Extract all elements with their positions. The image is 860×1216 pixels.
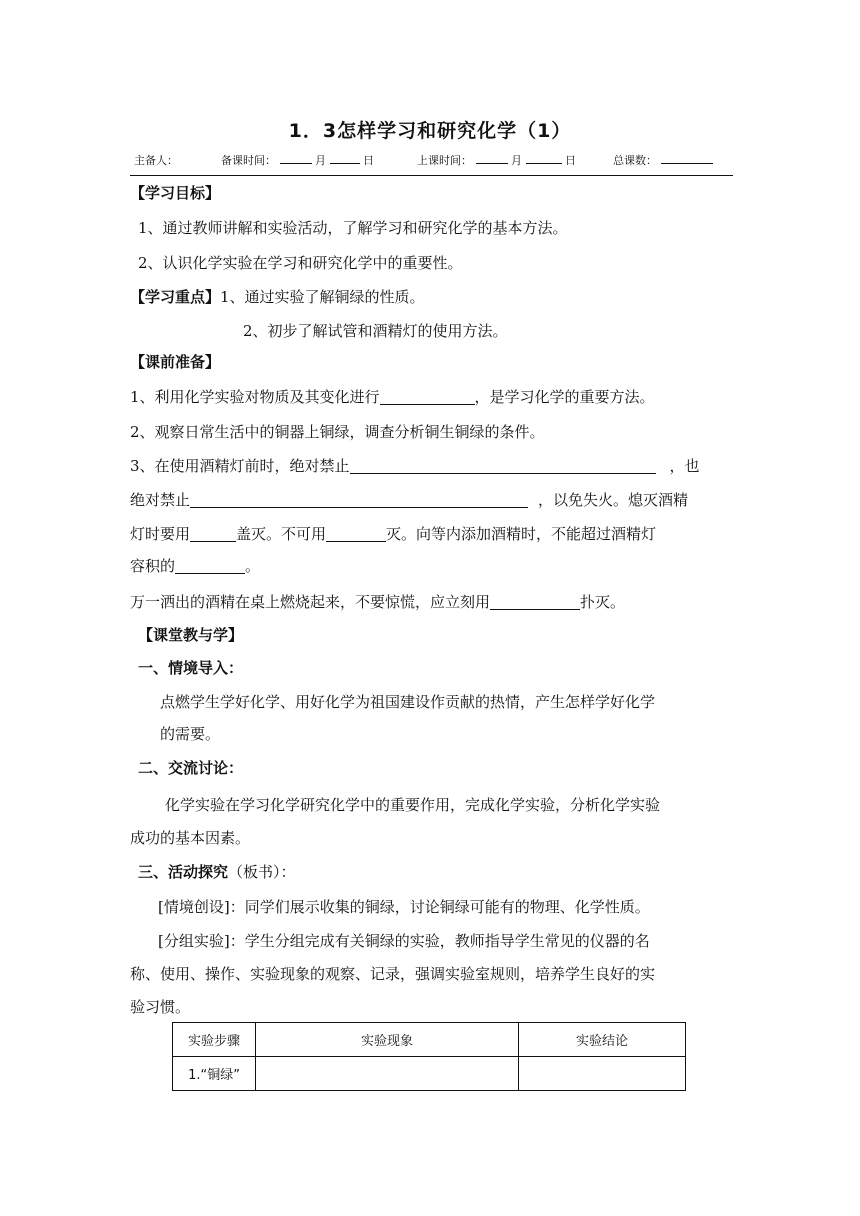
table-cell: 1.“铜绿” [173, 1057, 256, 1091]
class-month-blank[interactable] [476, 152, 508, 164]
prep-day-label: 日 [363, 154, 374, 167]
prep-heading: 【课前准备】 [130, 353, 221, 371]
section-2-text-2: 成功的基本因素。 [130, 829, 251, 847]
prep-day-blank[interactable] [330, 152, 360, 164]
class-day-label: 日 [565, 154, 576, 167]
table-row [173, 1057, 686, 1091]
prep-q3-text-7: 灭。向等内添加酒精时，不能超过酒精灯 [386, 525, 657, 543]
prep-q1-text: 1、利用化学实验对物质及其变化进行 [130, 388, 380, 406]
goal-item-1: 1、通过教师讲解和实验活动，了解学习和研究化学的基本方法。 [138, 219, 568, 237]
table-header-cell: 实验步骤 [173, 1023, 256, 1057]
prep-q3-text-5: 灯时要用 [130, 525, 191, 543]
page-title: 1．3怎样学习和研究化学（1） [288, 120, 572, 142]
prep-question-2: 2、观察日常生活中的铜器上铜绿，调查分析铜生铜绿的条件。 [130, 423, 545, 441]
preparer-label: 主备人： [134, 154, 178, 167]
goal-item-2: 2、认识化学实验在学习和研究化学中的重要性。 [138, 254, 463, 272]
prep-q4-text-end: 扑灭。 [580, 593, 626, 611]
total-lessons-label: 总课数： [613, 154, 657, 167]
section-3-heading-row [138, 862, 296, 882]
prep-month-label: 月 [315, 154, 326, 167]
prep-question-4 [130, 592, 625, 612]
keypoints-heading: 【学习重点】 [130, 288, 221, 306]
prep-month-blank[interactable] [280, 152, 312, 164]
prep-q3-text-3: 绝对禁止 [130, 491, 191, 509]
prep-q3-text-9: 。 [245, 557, 261, 575]
prep-question-3-line-2 [130, 490, 688, 510]
class-time-label: 上课时间： [417, 154, 472, 167]
table-cell[interactable] [519, 1057, 686, 1091]
prep-q3-blank-3[interactable] [190, 525, 236, 542]
prep-q3-text-8: 容积的 [130, 557, 176, 575]
prep-q3-blank-1[interactable] [350, 457, 656, 474]
total-lessons-blank[interactable] [661, 152, 713, 164]
table-header-cell: 实验结论 [519, 1023, 686, 1057]
prep-q4-text: 万一洒出的酒精在桌上燃烧起来，不要惊慌，应立刻用 [130, 593, 491, 611]
prep-q3-blank-4[interactable] [326, 525, 386, 542]
table-header-row [173, 1023, 686, 1057]
keypoint-item-1: 1、通过实验了解铜绿的性质。 [220, 288, 425, 306]
keypoints-row-1 [130, 287, 425, 307]
prep-question-1 [130, 387, 655, 407]
section-3-para-1: [情境创设]：同学们展示收集的铜绿，讨论铜绿可能有的物理、化学性质。 [158, 898, 650, 916]
prep-time-label: 备课时间： [221, 154, 276, 167]
class-month-label: 月 [511, 154, 522, 167]
prep-q3-blank-2[interactable] [190, 491, 528, 508]
prep-q4-blank[interactable] [490, 593, 580, 610]
class-day-blank[interactable] [526, 152, 562, 164]
section-2-text-1: 化学实验在学习化学研究化学中的重要作用，完成化学实验，分析化学实验 [165, 796, 661, 814]
experiment-table [172, 1022, 686, 1091]
classroom-heading: 【课堂教与学】 [138, 626, 244, 644]
prep-q3-text: 3、在使用酒精灯前时，绝对禁止 [130, 457, 350, 475]
prep-q3-text-6: 盖灭。不可用 [236, 525, 327, 543]
table-cell[interactable] [256, 1057, 519, 1091]
prep-question-3-line-1 [130, 456, 700, 476]
prep-q3-text-2: ，也 [669, 457, 700, 475]
section-3-para-2-line-2: 称、使用、操作、实验现象的观察、记录，强调实验室规则，培养学生良好的实 [130, 965, 656, 983]
prep-q3-blank-5[interactable] [175, 557, 245, 574]
section-3-heading: 三、活动探究 [138, 863, 229, 881]
keypoint-item-2: 2、初步了解试管和酒精灯的使用方法。 [243, 322, 508, 340]
section-2-heading: 二、交流讨论： [138, 759, 244, 777]
section-1-text-2: 的需要。 [160, 725, 221, 743]
section-1-text-1: 点燃学生学好化学、用好化学为祖国建设作贡献的热情，产生怎样学好化学 [160, 693, 656, 711]
section-3-suffix: （板书）： [228, 863, 296, 881]
prep-question-3-line-4 [130, 556, 260, 576]
lesson-meta [134, 152, 713, 168]
section-3-para-2-line-3: 验习惯。 [130, 998, 191, 1016]
header-divider [130, 175, 733, 176]
prep-question-3-line-3 [130, 524, 656, 544]
prep-q1-text-end: ，是学习化学的重要方法。 [474, 388, 655, 406]
goals-heading: 【学习目标】 [130, 184, 221, 202]
prep-q3-text-4: ，以免失火。熄灭酒精 [538, 491, 689, 509]
prep-q1-blank[interactable] [380, 388, 475, 405]
section-1-heading: 一、情境导入： [138, 659, 244, 677]
table-header-cell: 实验现象 [256, 1023, 519, 1057]
section-3-para-2-line-1: [分组实验]：学生分组完成有关铜绿的实验，教师指导学生常见的仪器的名 [158, 932, 650, 950]
